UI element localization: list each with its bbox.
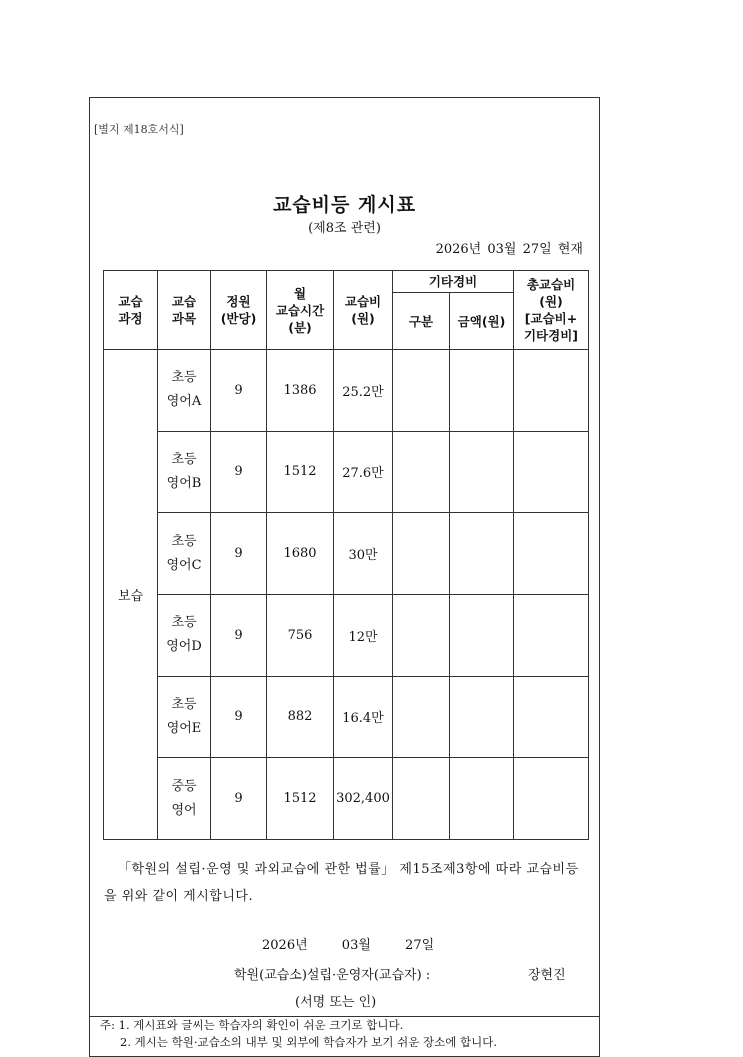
other-type-cell — [393, 350, 450, 432]
header-capacity: 정원 (반당) — [211, 271, 267, 350]
subject-cell: 초등 영어E — [158, 676, 211, 758]
other-amount-cell — [450, 758, 514, 840]
capacity-cell: 9 — [211, 758, 267, 840]
fee-table — [103, 270, 589, 840]
table-row — [104, 431, 589, 513]
table-row — [104, 758, 589, 840]
subject-cell: 초등 영어A — [158, 350, 211, 432]
tuition-cell: 16.4만 — [334, 676, 393, 758]
date-month: 03월 — [487, 242, 517, 257]
total-cell — [514, 513, 589, 595]
total-cell — [514, 758, 589, 840]
header-monthly-hours: 월 교습시간 (분) — [267, 271, 334, 350]
form-frame — [89, 97, 600, 1057]
tuition-cell: 12만 — [334, 594, 393, 676]
table-row — [104, 676, 589, 758]
current-date — [434, 238, 583, 257]
sign-method: (서명 또는 인) — [295, 995, 377, 1010]
signature-day: 27일 — [405, 938, 435, 953]
hours-cell: 756 — [267, 594, 334, 676]
other-amount-cell — [450, 594, 514, 676]
capacity-cell: 9 — [211, 676, 267, 758]
footnote-item: 2. 게시는 학원·교습소의 내부 및 외부에 학습자가 보기 쉬운 장소에 합니다. — [120, 1035, 497, 1049]
header-other-type: 구분 — [393, 293, 450, 350]
other-type-cell — [393, 758, 450, 840]
hours-cell: 1512 — [267, 431, 334, 513]
hours-cell: 1680 — [267, 513, 334, 595]
total-cell — [514, 431, 589, 513]
tuition-cell: 30만 — [334, 513, 393, 595]
other-type-cell — [393, 513, 450, 595]
subject-cell: 중등 영어 — [158, 758, 211, 840]
tuition-cell: 27.6만 — [334, 431, 393, 513]
header-other-fees: 기타경비 — [393, 271, 514, 293]
notice-text: 「학원의 설립·운영 및 과외교습에 관한 법률」 제15조제3항에 따라 교습비등을 위와 같이 게시합니다. — [104, 862, 579, 904]
total-cell — [514, 350, 589, 432]
header-other-amount: 금액(원) — [450, 293, 514, 350]
subject-cell: 초등 영어B — [158, 431, 211, 513]
signature-date — [262, 934, 464, 953]
capacity-cell: 9 — [211, 513, 267, 595]
other-amount-cell — [450, 513, 514, 595]
footnotes — [90, 1016, 599, 1051]
page-title: 교습비등 게시표 — [272, 194, 417, 216]
header-tuition: 교습비 (원) — [334, 271, 393, 350]
header-total: 총교습비 (원) [교습비+ 기타경비] — [514, 271, 589, 350]
other-type-cell — [393, 594, 450, 676]
other-amount-cell — [450, 431, 514, 513]
subject-cell: 초등 영어D — [158, 594, 211, 676]
other-amount-cell — [450, 350, 514, 432]
page-subtitle: (제8조 관련) — [308, 221, 381, 236]
other-type-cell — [393, 676, 450, 758]
other-amount-cell — [450, 676, 514, 758]
capacity-cell: 9 — [211, 350, 267, 432]
capacity-cell: 9 — [211, 431, 267, 513]
signature-year: 2026년 — [262, 938, 308, 953]
date-day: 27일 — [522, 242, 552, 257]
hours-cell: 882 — [267, 676, 334, 758]
signature-month: 03월 — [341, 938, 371, 953]
header-category: 교습 과정 — [104, 271, 158, 350]
operator-name: 장현진 — [528, 968, 566, 983]
total-cell — [514, 594, 589, 676]
tuition-cell: 25.2만 — [334, 350, 393, 432]
footnote-item: 주: 1. 게시표와 글씨는 학습자의 확인이 쉬운 크기로 합니다. — [100, 1018, 404, 1032]
hours-cell: 1512 — [267, 758, 334, 840]
hours-cell: 1386 — [267, 350, 334, 432]
date-year: 2026년 — [435, 242, 482, 257]
category-cell: 보습 — [104, 350, 158, 840]
total-cell — [514, 676, 589, 758]
subject-cell: 초등 영어C — [158, 513, 211, 595]
other-type-cell — [393, 431, 450, 513]
table-row — [104, 350, 589, 432]
operator-label: 학원(교습소)설립·운영자(교습자) : — [234, 968, 431, 983]
form-label: [별지 제18호서식] — [94, 123, 184, 136]
tuition-cell: 302,400 — [334, 758, 393, 840]
table-row — [104, 513, 589, 595]
date-suffix: 현재 — [557, 242, 583, 257]
header-subject: 교습 과목 — [158, 271, 211, 350]
capacity-cell: 9 — [211, 594, 267, 676]
table-row — [104, 594, 589, 676]
